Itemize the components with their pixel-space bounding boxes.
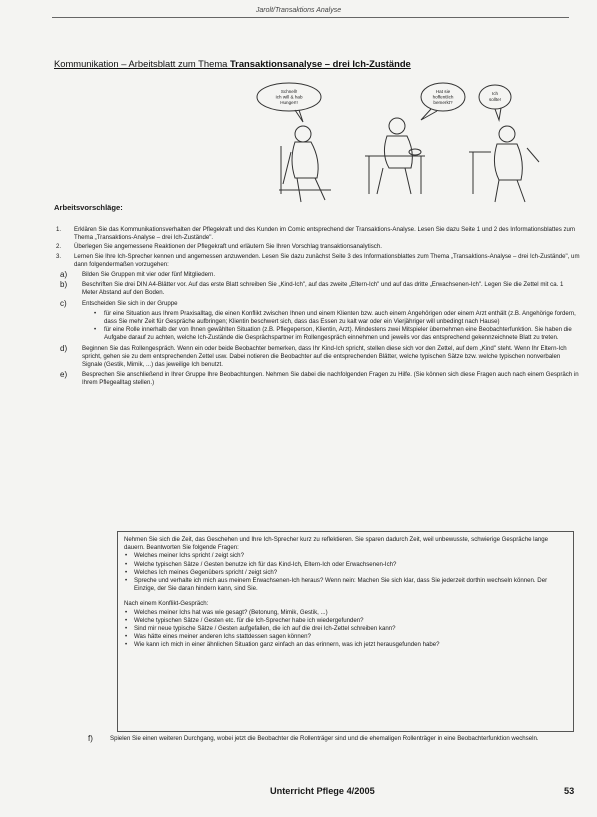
list-item <box>54 253 580 269</box>
bubble-right-line1: Ich <box>491 91 499 96</box>
bubble-mid-line2: hoffentlich <box>432 94 454 100</box>
title-topic: Transaktionsanalyse – drei Ich-Zustände <box>227 58 411 69</box>
bullet-icon: • <box>125 641 128 649</box>
subtask-text: Spielen Sie einen weiteren Durchgang, wobei jetzt die Beobachter die Rollenträger sind und die ehemaligen Rollenträger in eine Beobachterfunktion wechseln. <box>110 735 539 742</box>
list-item <box>54 226 580 242</box>
bullet-item <box>54 326 580 342</box>
bullet-text: Welches Ich meines Gegenübers spricht / zeigt sich? <box>134 568 278 576</box>
box-intro: Nehmen Sie sich die Zeit, das Geschehen und Ihre Ich-Sprecher kurz zu reflektieren. Sie sparen dadurch Zeit, weil unbewusste, schwierige Gespräche lange dauern. Beantworten Sie folgende Fragen: <box>124 536 549 552</box>
box-bullet <box>124 609 567 617</box>
bullet-icon: • <box>125 625 128 633</box>
subtask-text: Bilden Sie Gruppen mit vier oder fünf Mitgliedern. <box>82 271 216 279</box>
bubble-left-line3: Hunger!! <box>280 100 298 105</box>
item-number: 3. <box>56 252 62 260</box>
reflection-box <box>117 531 574 732</box>
item-number: 1. <box>56 226 62 233</box>
subtask-d <box>54 345 580 370</box>
subtask-c <box>54 300 580 308</box>
box-bullet <box>124 617 567 625</box>
bullet-text: Welche typischen Sätze / Gesten etc. für die Ich-Sprecher habe ich wiedergefunden? <box>134 616 364 624</box>
subtask-text: Entscheiden Sie sich in der Gruppe <box>82 299 178 307</box>
header-rule <box>52 17 569 18</box>
subtask-letter: d) <box>60 343 68 353</box>
page-number: 53 <box>564 786 575 796</box>
bullet-text: Welches meiner Ichs hat was wie gesagt? (Betonung, Mimik, Gestik, ...) <box>134 608 328 616</box>
box-bullet <box>124 633 567 641</box>
bullet-item <box>54 310 580 326</box>
bubble-mid-line3: bemerkt? <box>433 100 453 105</box>
section-title: Arbeitsvorschläge: <box>54 203 123 212</box>
patient-figure-head <box>295 126 311 142</box>
bullet-icon: • <box>125 616 128 624</box>
subtask-e <box>54 371 580 387</box>
subtask-a <box>54 271 580 279</box>
running-header: Jarolt/Transaktions Analyse <box>255 7 342 14</box>
box-subheading: Nach einem Konflikt-Gespräch: <box>124 600 209 608</box>
doctor-figure-head <box>499 126 515 142</box>
subtask-b <box>54 281 580 297</box>
bullet-icon: • <box>94 326 97 334</box>
bubble-right-line2: sollte! <box>488 97 502 102</box>
bullet-text: Spreche und verhalte ich mich aus meinem Erwachsenen-Ich heraus? Wenn nein: Machen Sie sich klar, dass Sie jederzeit dorthin wechseln können. Der Einzige, der Sie daran hindern kann, sind Sie. <box>134 577 548 593</box>
subtask-letter: c) <box>60 298 67 308</box>
box-bullet <box>124 569 567 577</box>
subtask-text: Beschriften Sie drei DIN A4-Blätter vor. Auf das erste Blatt schreiben Sie „Kind-Ich", auf das zweite „Eltern-Ich" und auf das dritte „Erwachsenen-Ich". Legen Sie die Zettel mit ca. 1 Meter Abstand auf den Boden. <box>82 281 564 297</box>
bullet-icon: • <box>125 560 128 568</box>
bullet-icon: • <box>94 309 97 317</box>
nurse-figure-head <box>389 118 405 134</box>
bullet-text: Welches meiner Ichs spricht / zeigt sich? <box>134 552 244 560</box>
comic-illustration <box>255 82 555 210</box>
bubble-left-line1: Schnell! <box>280 89 298 94</box>
journal-footer: Unterricht Pflege 4/2005 <box>270 786 375 796</box>
item-number: 2. <box>56 243 62 251</box>
box-bullet <box>124 577 567 593</box>
bullet-text: Was hätte eines meiner anderen Ichs stattdessen sagen können? <box>134 633 311 641</box>
box-bullet <box>124 625 567 633</box>
subtask-letter: f) <box>88 734 93 743</box>
subtask-text: Beginnen Sie das Rollengespräch. Wenn ein oder beide Beobachter bemerken, dass Ihr Kind-Ich spricht, stellen diese sich vor den Zettel, auf dem „Kind" steht. Wenn Ihr Eltern-Ich spricht, gehen sie zu dem entsprechenden Zettel usw. Dabei notieren die Beobachter auf die entsprechenden Blätter, welche typischen Sätze bzw. welche typischen nonverbalen Signale (Gestik, Mimik, ...) das jeweilige Ich benutzt. <box>82 344 567 369</box>
bullet-icon: • <box>125 568 128 576</box>
task-list <box>54 226 580 390</box>
item-text: Überlegen Sie angemessene Reaktionen der Pflegekraft und erläutern Sie Ihren Vorschlag transaktionsanalytisch. <box>74 243 382 251</box>
subtask-letter: a) <box>60 270 68 280</box>
list-item <box>54 243 580 251</box>
subtask-text: Besprechen Sie anschließend in Ihrer Gruppe Ihre Beobachtungen. Nehmen Sie dabei die nachfolgenden Fragen zu Hilfe. (Sie können sich diese Fragen auch nach einem Gespräch in Ihrem Pflegealltag stellen.) <box>82 371 579 387</box>
item-text: Lernen Sie Ihre Ich-Sprecher kennen und angemessen anzuwenden. Lesen Sie dazu zunächst Seite 3 des Informationsblattes zum Thema „Transaktions-Analyse – drei Ich-Zustände", um dann folgendermaßen vorzugehen: <box>74 252 580 268</box>
bullet-icon: • <box>125 552 128 560</box>
bullet-text: Sind mir neue typische Sätze / Gesten aufgefallen, die ich auf die drei Ich-Zettel schreiben kann? <box>134 625 396 633</box>
page-title <box>54 58 411 69</box>
box-bullet <box>124 552 567 560</box>
item-text: Erklären Sie das Kommunikationsverhalten der Pflegekraft und des Kunden im Comic entsprechend der Transaktions-Analyse. Lesen Sie dazu Seite 1 und 2 des Informationsblattes zum Thema „Transaktions-Analyse – drei Ich-Zustände". <box>74 226 575 242</box>
title-prefix: Kommunikation – Arbeitsblatt zum Thema <box>54 58 228 69</box>
bullet-text: Wie kann ich mich in einer ähnlichen Situation ganz einfach an das erinnern, was ich jetzt herausgefunden habe? <box>134 641 440 649</box>
bubble-mid-line1: Hat sie <box>435 89 451 94</box>
bullet-icon: • <box>125 633 128 641</box>
bullet-text: Welche typischen Sätze / Gesten benutze ich für das Kind-Ich, Eltern-Ich oder Erwachsenen-Ich? <box>134 560 397 568</box>
bubble-left-line2: Ich will & hab <box>275 94 303 100</box>
bullet-icon: • <box>125 608 128 616</box>
subtask-letter: e) <box>60 370 68 380</box>
box-bullet <box>124 561 567 569</box>
bullet-text: für eine Rolle innerhalb der von Ihnen gewählten Situation (z.B. Pflegeperson, Klientin, Arzt). Mindestens zwei Mitspieler übernehmen eine Beobachterfunktion. Sie haben die Aufgabe darauf zu achten, welche Ich-Zustände die Gesprächspartner im Rollengespräch einnehmen und jeweils vor das entsprechend gekennzeichnete Blatt zu treten. <box>104 326 572 342</box>
bullet-icon: • <box>125 577 128 585</box>
bullet-text: für eine Situation aus Ihrem Praxisalltag, die einen Konflikt zwischen Ihnen und einem Klienten bzw. auch einem Angehörigen oder einem Arzt enthält (z.B. Angehörige fordern, dass Sie mehr Zeit für Gespräche aufbringen; Klientin beschwert sich, dass das Essen zu kalt war oder ein Vierjähriger will unbedingt nach Hause) <box>104 309 576 326</box>
box-bullet <box>124 641 567 649</box>
subtask-f <box>82 735 578 743</box>
subtask-letter: b) <box>60 280 68 290</box>
